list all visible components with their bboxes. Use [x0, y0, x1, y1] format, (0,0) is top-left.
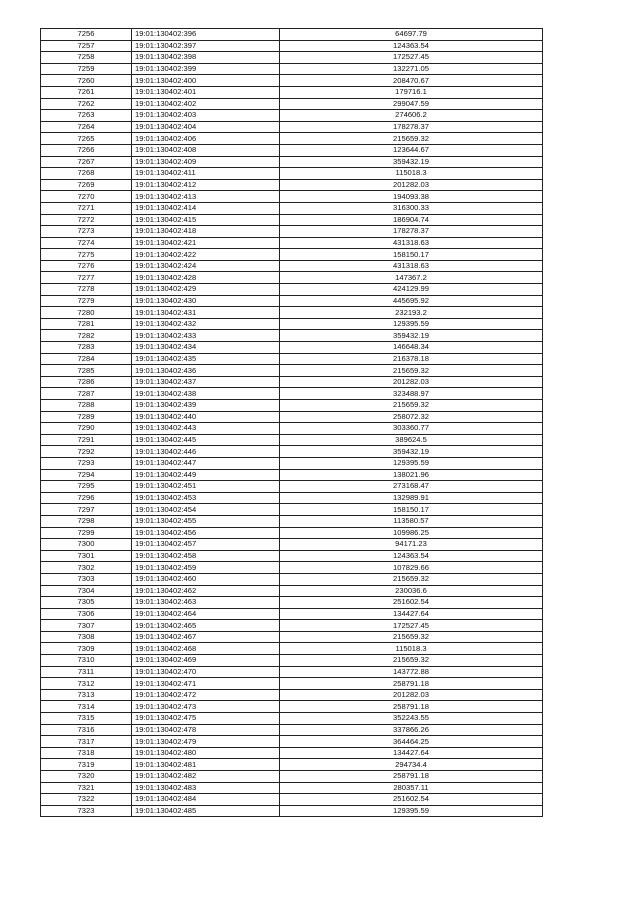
table-row	[41, 724, 543, 736]
table-row	[41, 423, 543, 435]
row-number-cell: 7320	[41, 771, 132, 783]
cadastral-number-cell: 19:01:130402:460	[132, 573, 280, 585]
table-row	[41, 481, 543, 493]
cadastral-value-cell: 273168.47	[280, 481, 543, 493]
cadastral-value-cell: 337866.26	[280, 724, 543, 736]
table-row	[41, 678, 543, 690]
cadastral-number-cell: 19:01:130402:454	[132, 504, 280, 516]
table-row	[41, 376, 543, 388]
table-row	[41, 110, 543, 122]
table-row	[41, 492, 543, 504]
cadastral-number-cell: 19:01:130402:432	[132, 318, 280, 330]
cadastral-value-cell: 359432.19	[280, 330, 543, 342]
row-number-cell: 7315	[41, 713, 132, 725]
row-number-cell: 7258	[41, 52, 132, 64]
table-row	[41, 539, 543, 551]
table-row	[41, 469, 543, 481]
cadastral-number-cell: 19:01:130402:446	[132, 446, 280, 458]
cadastral-value-cell: 143772.88	[280, 666, 543, 678]
row-number-cell: 7296	[41, 492, 132, 504]
cadastral-number-cell: 19:01:130402:433	[132, 330, 280, 342]
row-number-cell: 7319	[41, 759, 132, 771]
cadastral-value-cell: 251602.54	[280, 794, 543, 806]
cadastral-number-cell: 19:01:130402:400	[132, 75, 280, 87]
row-number-cell: 7285	[41, 365, 132, 377]
table-row	[41, 771, 543, 783]
cadastral-value-cell: 316300.33	[280, 202, 543, 214]
row-number-cell: 7268	[41, 168, 132, 180]
cadastral-number-cell: 19:01:130402:429	[132, 284, 280, 296]
table-row	[41, 249, 543, 261]
cadastral-value-cell: 364464.25	[280, 736, 543, 748]
table-row	[41, 202, 543, 214]
cadastral-value-cell: 138021.96	[280, 469, 543, 481]
cadastral-value-cell: 251602.54	[280, 597, 543, 609]
row-number-cell: 7286	[41, 376, 132, 388]
cadastral-number-cell: 19:01:130402:475	[132, 713, 280, 725]
row-number-cell: 7303	[41, 573, 132, 585]
row-number-cell: 7277	[41, 272, 132, 284]
cadastral-number-cell: 19:01:130402:482	[132, 771, 280, 783]
cadastral-value-cell: 215659.32	[280, 573, 543, 585]
table-row	[41, 631, 543, 643]
cadastral-value-cell: 352243.55	[280, 713, 543, 725]
row-number-cell: 7283	[41, 342, 132, 354]
cadastral-number-cell: 19:01:130402:462	[132, 585, 280, 597]
cadastral-number-cell: 19:01:130402:402	[132, 98, 280, 110]
row-number-cell: 7302	[41, 562, 132, 574]
cadastral-number-cell: 19:01:130402:440	[132, 411, 280, 423]
table-row	[41, 272, 543, 284]
cadastral-number-cell: 19:01:130402:412	[132, 179, 280, 191]
cadastral-number-cell: 19:01:130402:443	[132, 423, 280, 435]
cadastral-value-cell: 445695.92	[280, 295, 543, 307]
cadastral-value-cell: 194093.38	[280, 191, 543, 203]
table-row	[41, 689, 543, 701]
row-number-cell: 7316	[41, 724, 132, 736]
row-number-cell: 7318	[41, 747, 132, 759]
table-row	[41, 307, 543, 319]
row-number-cell: 7287	[41, 388, 132, 400]
table-row	[41, 284, 543, 296]
cadastral-value-table	[40, 28, 543, 817]
cadastral-number-cell: 19:01:130402:398	[132, 52, 280, 64]
table-row	[41, 713, 543, 725]
cadastral-value-cell: 124363.54	[280, 40, 543, 52]
row-number-cell: 7310	[41, 655, 132, 667]
row-number-cell: 7281	[41, 318, 132, 330]
cadastral-number-cell: 19:01:130402:401	[132, 86, 280, 98]
row-number-cell: 7265	[41, 133, 132, 145]
cadastral-value-cell: 299047.59	[280, 98, 543, 110]
cadastral-value-cell: 147367.2	[280, 272, 543, 284]
cadastral-number-cell: 19:01:130402:479	[132, 736, 280, 748]
cadastral-value-cell: 431318.63	[280, 237, 543, 249]
row-number-cell: 7317	[41, 736, 132, 748]
cadastral-value-cell: 64697.79	[280, 29, 543, 41]
cadastral-value-cell: 134427.64	[280, 608, 543, 620]
cadastral-value-cell: 201282.03	[280, 179, 543, 191]
row-number-cell: 7290	[41, 423, 132, 435]
row-number-cell: 7275	[41, 249, 132, 261]
row-number-cell: 7297	[41, 504, 132, 516]
cadastral-number-cell: 19:01:130402:411	[132, 168, 280, 180]
table-row	[41, 805, 543, 817]
table-row	[41, 794, 543, 806]
row-number-cell: 7306	[41, 608, 132, 620]
row-number-cell: 7256	[41, 29, 132, 41]
cadastral-value-cell: 109986.25	[280, 527, 543, 539]
cadastral-value-cell: 215659.32	[280, 365, 543, 377]
cadastral-number-cell: 19:01:130402:396	[132, 29, 280, 41]
table-row	[41, 747, 543, 759]
cadastral-number-cell: 19:01:130402:424	[132, 260, 280, 272]
cadastral-value-cell: 172527.45	[280, 52, 543, 64]
table-row	[41, 179, 543, 191]
cadastral-number-cell: 19:01:130402:451	[132, 481, 280, 493]
table-row	[41, 52, 543, 64]
row-number-cell: 7272	[41, 214, 132, 226]
row-number-cell: 7273	[41, 226, 132, 238]
table-row	[41, 400, 543, 412]
row-number-cell: 7266	[41, 144, 132, 156]
cadastral-number-cell: 19:01:130402:422	[132, 249, 280, 261]
row-number-cell: 7260	[41, 75, 132, 87]
table-row	[41, 295, 543, 307]
cadastral-number-cell: 19:01:130402:459	[132, 562, 280, 574]
cadastral-number-cell: 19:01:130402:418	[132, 226, 280, 238]
cadastral-number-cell: 19:01:130402:447	[132, 457, 280, 469]
cadastral-number-cell: 19:01:130402:403	[132, 110, 280, 122]
cadastral-number-cell: 19:01:130402:484	[132, 794, 280, 806]
table-row	[41, 86, 543, 98]
row-number-cell: 7261	[41, 86, 132, 98]
cadastral-value-cell: 359432.19	[280, 156, 543, 168]
row-number-cell: 7311	[41, 666, 132, 678]
table-row	[41, 550, 543, 562]
cadastral-number-cell: 19:01:130402:465	[132, 620, 280, 632]
cadastral-number-cell: 19:01:130402:464	[132, 608, 280, 620]
cadastral-number-cell: 19:01:130402:471	[132, 678, 280, 690]
table-row	[41, 434, 543, 446]
cadastral-value-cell: 146648.34	[280, 342, 543, 354]
cadastral-value-cell: 294734.4	[280, 759, 543, 771]
table-row	[41, 515, 543, 527]
table-row	[41, 237, 543, 249]
row-number-cell: 7323	[41, 805, 132, 817]
table-row	[41, 353, 543, 365]
cadastral-number-cell: 19:01:130402:399	[132, 63, 280, 75]
row-number-cell: 7267	[41, 156, 132, 168]
table-row	[41, 597, 543, 609]
table-row	[41, 736, 543, 748]
table-row	[41, 620, 543, 632]
row-number-cell: 7295	[41, 481, 132, 493]
table-row	[41, 133, 543, 145]
cadastral-number-cell: 19:01:130402:472	[132, 689, 280, 701]
cadastral-value-cell: 215659.32	[280, 631, 543, 643]
table-row	[41, 388, 543, 400]
row-number-cell: 7294	[41, 469, 132, 481]
row-number-cell: 7257	[41, 40, 132, 52]
row-number-cell: 7274	[41, 237, 132, 249]
cadastral-number-cell: 19:01:130402:414	[132, 202, 280, 214]
row-number-cell: 7322	[41, 794, 132, 806]
table-row	[41, 585, 543, 597]
cadastral-number-cell: 19:01:130402:445	[132, 434, 280, 446]
cadastral-number-cell: 19:01:130402:409	[132, 156, 280, 168]
table-row	[41, 446, 543, 458]
row-number-cell: 7299	[41, 527, 132, 539]
table-row	[41, 156, 543, 168]
cadastral-number-cell: 19:01:130402:485	[132, 805, 280, 817]
cadastral-number-cell: 19:01:130402:437	[132, 376, 280, 388]
table-row	[41, 63, 543, 75]
row-number-cell: 7270	[41, 191, 132, 203]
row-number-cell: 7291	[41, 434, 132, 446]
cadastral-value-cell: 172527.45	[280, 620, 543, 632]
table-row	[41, 260, 543, 272]
cadastral-number-cell: 19:01:130402:438	[132, 388, 280, 400]
cadastral-value-cell: 123644.67	[280, 144, 543, 156]
row-number-cell: 7271	[41, 202, 132, 214]
row-number-cell: 7284	[41, 353, 132, 365]
cadastral-number-cell: 19:01:130402:449	[132, 469, 280, 481]
cadastral-value-cell: 216378.18	[280, 353, 543, 365]
cadastral-number-cell: 19:01:130402:431	[132, 307, 280, 319]
cadastral-number-cell: 19:01:130402:481	[132, 759, 280, 771]
cadastral-number-cell: 19:01:130402:408	[132, 144, 280, 156]
cadastral-value-cell: 201282.03	[280, 689, 543, 701]
cadastral-number-cell: 19:01:130402:435	[132, 353, 280, 365]
cadastral-value-cell: 129395.59	[280, 805, 543, 817]
cadastral-number-cell: 19:01:130402:457	[132, 539, 280, 551]
cadastral-number-cell: 19:01:130402:413	[132, 191, 280, 203]
cadastral-number-cell: 19:01:130402:404	[132, 121, 280, 133]
cadastral-value-cell: 258791.18	[280, 701, 543, 713]
cadastral-value-cell: 258791.18	[280, 771, 543, 783]
cadastral-number-cell: 19:01:130402:456	[132, 527, 280, 539]
table-row	[41, 608, 543, 620]
cadastral-value-cell: 215659.32	[280, 655, 543, 667]
cadastral-value-cell: 258791.18	[280, 678, 543, 690]
row-number-cell: 7289	[41, 411, 132, 423]
cadastral-value-cell: 178278.37	[280, 121, 543, 133]
table-row	[41, 457, 543, 469]
cadastral-value-cell: 230036.6	[280, 585, 543, 597]
row-number-cell: 7305	[41, 597, 132, 609]
cadastral-value-cell: 258072.32	[280, 411, 543, 423]
cadastral-number-cell: 19:01:130402:473	[132, 701, 280, 713]
row-number-cell: 7278	[41, 284, 132, 296]
cadastral-number-cell: 19:01:130402:455	[132, 515, 280, 527]
row-number-cell: 7300	[41, 539, 132, 551]
row-number-cell: 7292	[41, 446, 132, 458]
table-row	[41, 759, 543, 771]
cadastral-number-cell: 19:01:130402:478	[132, 724, 280, 736]
cadastral-number-cell: 19:01:130402:397	[132, 40, 280, 52]
row-number-cell: 7280	[41, 307, 132, 319]
table-row	[41, 411, 543, 423]
table-row	[41, 365, 543, 377]
table-row	[41, 191, 543, 203]
cadastral-number-cell: 19:01:130402:434	[132, 342, 280, 354]
table-row	[41, 75, 543, 87]
row-number-cell: 7307	[41, 620, 132, 632]
row-number-cell: 7269	[41, 179, 132, 191]
cadastral-value-cell: 115018.3	[280, 643, 543, 655]
cadastral-value-cell: 323488.97	[280, 388, 543, 400]
table-row	[41, 655, 543, 667]
cadastral-number-cell: 19:01:130402:463	[132, 597, 280, 609]
table-row	[41, 318, 543, 330]
cadastral-value-cell: 186904.74	[280, 214, 543, 226]
row-number-cell: 7263	[41, 110, 132, 122]
cadastral-value-cell: 280357.11	[280, 782, 543, 794]
table-row	[41, 701, 543, 713]
row-number-cell: 7279	[41, 295, 132, 307]
cadastral-number-cell: 19:01:130402:470	[132, 666, 280, 678]
cadastral-number-cell: 19:01:130402:483	[132, 782, 280, 794]
table-row	[41, 562, 543, 574]
cadastral-number-cell: 19:01:130402:428	[132, 272, 280, 284]
table-row	[41, 121, 543, 133]
table-row	[41, 573, 543, 585]
cadastral-value-cell: 129395.59	[280, 457, 543, 469]
cadastral-number-cell: 19:01:130402:453	[132, 492, 280, 504]
cadastral-value-cell: 132271.05	[280, 63, 543, 75]
cadastral-value-cell: 431318.63	[280, 260, 543, 272]
cadastral-value-cell: 113580.57	[280, 515, 543, 527]
table-body	[41, 29, 543, 817]
cadastral-value-cell: 124363.54	[280, 550, 543, 562]
cadastral-number-cell: 19:01:130402:421	[132, 237, 280, 249]
table-row	[41, 29, 543, 41]
row-number-cell: 7304	[41, 585, 132, 597]
cadastral-value-cell: 94171.23	[280, 539, 543, 551]
row-number-cell: 7259	[41, 63, 132, 75]
cadastral-number-cell: 19:01:130402:415	[132, 214, 280, 226]
cadastral-value-cell: 215659.32	[280, 400, 543, 412]
table-row	[41, 342, 543, 354]
cadastral-value-cell: 115018.3	[280, 168, 543, 180]
cadastral-number-cell: 19:01:130402:469	[132, 655, 280, 667]
cadastral-value-cell: 179716.1	[280, 86, 543, 98]
table-row	[41, 782, 543, 794]
row-number-cell: 7262	[41, 98, 132, 110]
row-number-cell: 7276	[41, 260, 132, 272]
cadastral-value-cell: 201282.03	[280, 376, 543, 388]
table-row	[41, 527, 543, 539]
row-number-cell: 7314	[41, 701, 132, 713]
table-row	[41, 144, 543, 156]
row-number-cell: 7301	[41, 550, 132, 562]
row-number-cell: 7282	[41, 330, 132, 342]
cadastral-number-cell: 19:01:130402:439	[132, 400, 280, 412]
table-row	[41, 330, 543, 342]
cadastral-number-cell: 19:01:130402:480	[132, 747, 280, 759]
row-number-cell: 7288	[41, 400, 132, 412]
cadastral-value-cell: 107829.66	[280, 562, 543, 574]
cadastral-value-cell: 129395.59	[280, 318, 543, 330]
cadastral-number-cell: 19:01:130402:406	[132, 133, 280, 145]
cadastral-value-cell: 132989.91	[280, 492, 543, 504]
table-row	[41, 643, 543, 655]
row-number-cell: 7321	[41, 782, 132, 794]
table-row	[41, 666, 543, 678]
cadastral-value-cell: 208470.67	[280, 75, 543, 87]
table-row	[41, 226, 543, 238]
cadastral-value-cell: 359432.19	[280, 446, 543, 458]
table-row	[41, 168, 543, 180]
cadastral-value-cell: 215659.32	[280, 133, 543, 145]
cadastral-number-cell: 19:01:130402:458	[132, 550, 280, 562]
row-number-cell: 7293	[41, 457, 132, 469]
table-row	[41, 214, 543, 226]
cadastral-value-cell: 134427.64	[280, 747, 543, 759]
cadastral-number-cell: 19:01:130402:436	[132, 365, 280, 377]
cadastral-number-cell: 19:01:130402:468	[132, 643, 280, 655]
cadastral-value-cell: 178278.37	[280, 226, 543, 238]
cadastral-value-cell: 232193.2	[280, 307, 543, 319]
cadastral-value-cell: 424129.99	[280, 284, 543, 296]
row-number-cell: 7309	[41, 643, 132, 655]
row-number-cell: 7308	[41, 631, 132, 643]
cadastral-number-cell: 19:01:130402:430	[132, 295, 280, 307]
cadastral-value-cell: 158150.17	[280, 504, 543, 516]
row-number-cell: 7312	[41, 678, 132, 690]
cadastral-value-cell: 158150.17	[280, 249, 543, 261]
row-number-cell: 7298	[41, 515, 132, 527]
cadastral-value-cell: 303360.77	[280, 423, 543, 435]
cadastral-number-cell: 19:01:130402:467	[132, 631, 280, 643]
cadastral-value-cell: 389624.5	[280, 434, 543, 446]
table-row	[41, 98, 543, 110]
row-number-cell: 7264	[41, 121, 132, 133]
table-row	[41, 504, 543, 516]
row-number-cell: 7313	[41, 689, 132, 701]
table-row	[41, 40, 543, 52]
cadastral-value-cell: 274606.2	[280, 110, 543, 122]
